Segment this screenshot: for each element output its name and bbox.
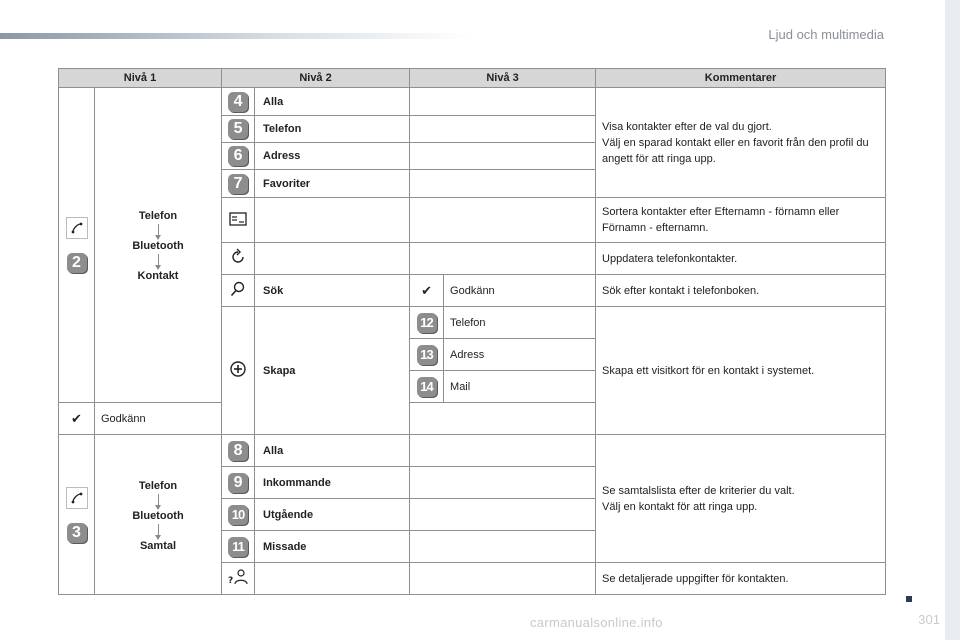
level3-label: Godkänn <box>95 403 222 435</box>
checkmark-icon: ✔ <box>59 403 95 435</box>
arrow-down-icon <box>158 254 159 266</box>
nav-item: Bluetooth <box>132 509 184 522</box>
header-level1: Nivå 1 <box>59 69 222 88</box>
header-level3: Nivå 3 <box>410 69 596 88</box>
table-row <box>59 435 886 467</box>
table-header-row <box>59 69 886 88</box>
arrow-down-icon <box>158 524 159 536</box>
comment-cell: Skapa ett visitkort för en kontakt i systemet. <box>596 307 886 435</box>
step-badge: 14 <box>417 377 437 397</box>
level2-label: Adress <box>255 143 410 170</box>
level2-label: Inkommande <box>255 467 410 499</box>
search-icon <box>229 280 247 298</box>
level2-label: Utgående <box>255 499 410 531</box>
level3-label: Godkänn <box>444 275 596 307</box>
level2-label: Skapa <box>255 307 410 435</box>
watermark: carmanualsonline.info <box>530 615 663 630</box>
comment-cell: Sök efter kontakt i telefonboken. <box>596 275 886 307</box>
group2-nav-path <box>95 435 222 595</box>
comment-cell: Se detaljerade uppgifter för kontakten. <box>596 563 886 595</box>
comment-cell: Sortera kontakter efter Efternamn - förnamn eller Förnamn - efternamn. <box>596 198 886 243</box>
level2-label: Alla <box>255 435 410 467</box>
nav-item: Bluetooth <box>132 240 184 252</box>
step-badge: 8 <box>228 441 248 461</box>
level2-label: Favoriter <box>255 170 410 198</box>
page-edge-band <box>945 0 960 640</box>
level3-label: Adress <box>444 339 596 371</box>
svg-text:?: ? <box>228 576 234 586</box>
phone-icon <box>66 487 88 509</box>
header-level2: Nivå 2 <box>222 69 410 88</box>
checkmark-icon: ✔ <box>410 275 444 307</box>
contact-details-icon <box>227 568 249 586</box>
step-badge: 3 <box>67 523 87 543</box>
nav-item: Telefon <box>138 210 178 222</box>
group1-nav-path <box>95 88 222 403</box>
step-badge: 9 <box>228 473 248 493</box>
header-gradient-bar <box>0 33 470 39</box>
comment-text: Se samtalslista efter de kriterier du valt. Välj en kontakt för att ringa upp. <box>602 484 795 513</box>
comment-text: Visa kontakter efter de val du gjort. Välj en sparad kontakt eller en favorit från den profil du angett för att ringa upp. <box>602 120 869 165</box>
comment-cell <box>596 435 886 563</box>
comment-cell: Uppdatera telefonkontakter. <box>596 243 886 275</box>
page-number: 301 <box>918 612 940 627</box>
page-marker <box>906 596 912 602</box>
step-badge: 2 <box>67 253 87 273</box>
step-badge: 10 <box>228 505 248 525</box>
level2-label: Telefon <box>255 116 410 143</box>
level3-label: Telefon <box>444 307 596 339</box>
group2-level1-cell <box>59 435 95 595</box>
nav-item: Telefon <box>138 479 178 492</box>
step-badge: 5 <box>228 119 248 139</box>
level3-label: Mail <box>444 371 596 403</box>
level2-label: Missade <box>255 531 410 563</box>
level2-label: Sök <box>255 275 410 307</box>
step-badge: 12 <box>417 313 437 333</box>
step-badge: 11 <box>228 537 248 557</box>
section-title: Ljud och multimedia <box>768 27 884 42</box>
nav-item: Samtal <box>139 539 177 552</box>
nav-item: Kontakt <box>137 270 179 282</box>
table-row <box>59 88 886 116</box>
menu-table <box>58 68 886 595</box>
comment-cell <box>596 88 886 198</box>
arrow-down-icon <box>158 494 159 506</box>
step-badge: 7 <box>228 174 248 194</box>
step-badge: 13 <box>417 345 437 365</box>
refresh-icon <box>229 248 247 266</box>
phone-icon <box>66 217 88 239</box>
arrow-down-icon <box>158 224 159 236</box>
step-badge: 6 <box>228 146 248 166</box>
add-circle-icon <box>229 360 247 378</box>
sort-contacts-icon <box>229 212 247 226</box>
level2-label: Alla <box>255 88 410 116</box>
step-badge: 4 <box>228 92 248 112</box>
header-comments: Kommentarer <box>596 69 886 88</box>
group1-level1-cell <box>59 88 95 403</box>
